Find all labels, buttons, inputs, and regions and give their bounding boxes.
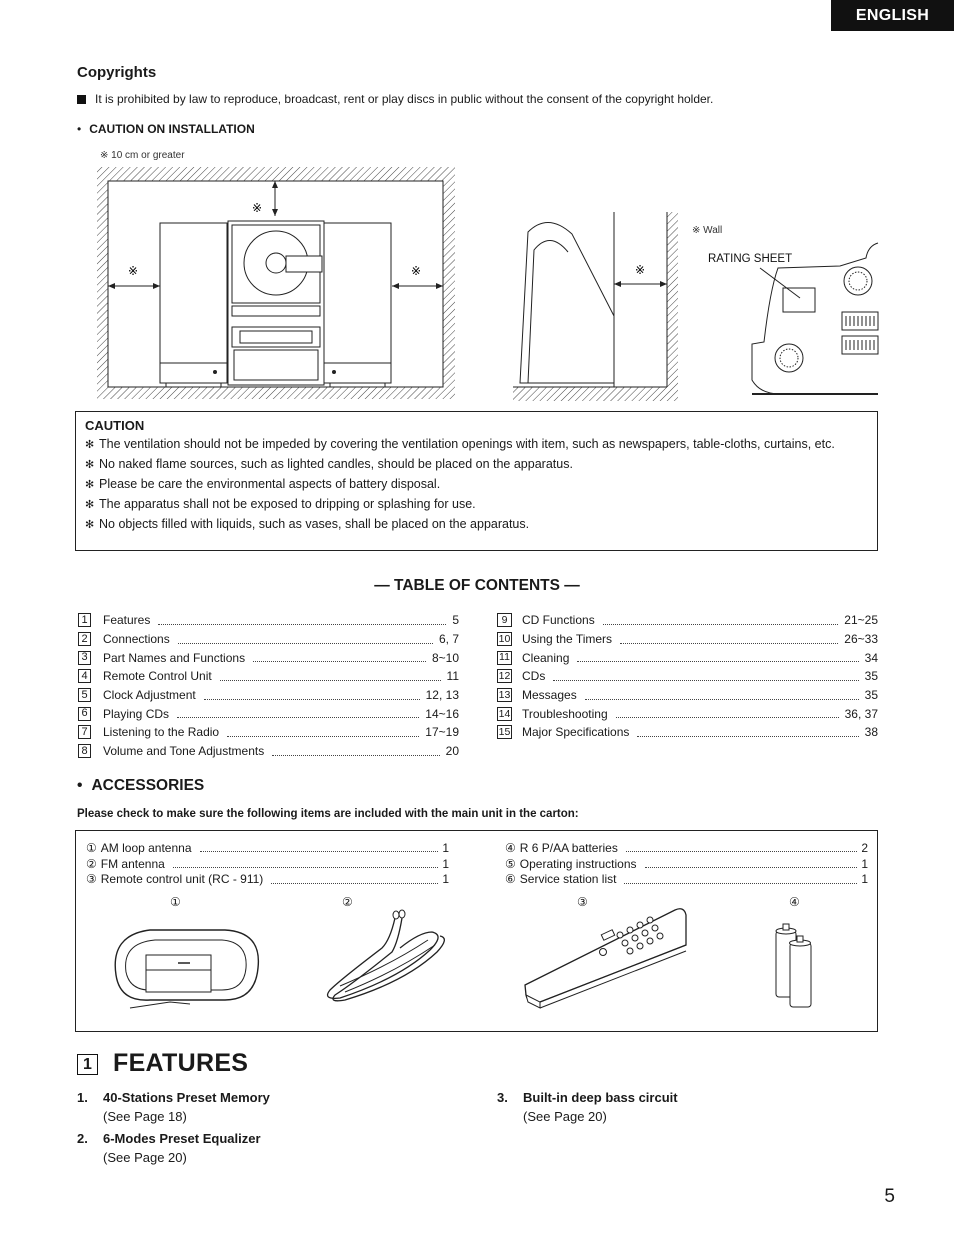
caution-item: ✻ Please be care the environmental aspects of battery disposal.: [85, 475, 868, 495]
caution-item: ✻ No naked flame sources, such as lighted candles, should be placed on the apparatus.: [85, 455, 868, 475]
accessory-item: ② FM antenna 1: [86, 856, 449, 871]
feature-item: 3. Built-in deep bass circuit (See Page 20): [497, 1090, 678, 1124]
wall-note: ※ Wall: [692, 225, 723, 236]
toc-entry[interactable]: 2 Connections 6, 7: [78, 630, 459, 649]
toc-entry[interactable]: 14 Troubleshooting 36, 37: [498, 706, 878, 721]
accessories-heading: • ACCESSORIES: [77, 777, 205, 794]
picture-mark-4: ④: [789, 895, 800, 909]
toc-entry[interactable]: 1 Features 5: [78, 611, 459, 630]
picture-mark-3: ③: [577, 895, 588, 909]
copyrights-heading: Copyrights: [77, 64, 157, 81]
rating-sheet-label: RATING SHEET: [708, 253, 793, 265]
accessory-item: ⑥ Service station list 1: [505, 872, 868, 887]
toc-entry[interactable]: 5 Clock Adjustment 12, 13: [78, 686, 459, 705]
picture-mark-1: ①: [170, 895, 181, 909]
toc-entry[interactable]: 13 Messages 35: [498, 688, 878, 703]
toc-entry[interactable]: 4 Remote Control Unit 11: [78, 667, 459, 686]
caution-item: ✻ The ventilation should not be impeded by covering the ventilation openings with item, such as newspapers, table-cloths, curtains, etc.: [85, 435, 868, 455]
toc-entry[interactable]: 15 Major Specifications 38: [498, 725, 878, 740]
distance-note: ※ 10 cm or greater: [100, 150, 185, 161]
accessory-item: ④ R 6 P/AA batteries 2: [505, 840, 868, 855]
toc-entry[interactable]: 11 Cleaning 34: [497, 648, 878, 667]
feature-item: 2. 6-Modes Preset Equalizer (See Page 20): [77, 1131, 261, 1165]
accessories-note: Please check to make sure the following items are included with the main unit in the carton:: [77, 808, 579, 820]
mark-left: ※: [128, 264, 139, 278]
toc-entry[interactable]: 10 Using the Timers 26~33: [498, 632, 878, 647]
caution-title: CAUTION: [85, 418, 145, 433]
mark-side: ※: [635, 263, 646, 277]
features-heading: FEATURES: [113, 1049, 249, 1077]
toc-entry[interactable]: 9 CD Functions 21~25: [497, 611, 878, 630]
accessory-item: ⑤ Operating instructions 1: [505, 856, 868, 871]
accessory-item: ① AM loop antenna 1: [86, 840, 449, 855]
picture-mark-2: ②: [342, 895, 353, 909]
mark-right: ※: [411, 264, 422, 278]
toc-entry[interactable]: 12 CDs 35: [498, 669, 878, 684]
feature-item: 1. 40-Stations Preset Memory (See Page 18): [77, 1090, 270, 1124]
toc-entry[interactable]: 3 Part Names and Functions 8~10: [78, 648, 459, 667]
caution-item: ✻ The apparatus shall not be exposed to dripping or splashing for use.: [85, 495, 868, 515]
toc-entry[interactable]: 8 Volume and Tone Adjustments 20: [78, 742, 459, 761]
toc-title: — TABLE OF CONTENTS —: [374, 577, 580, 594]
features-section-number: 1: [77, 1054, 98, 1075]
toc-entry[interactable]: 6 Playing CDs 14~16: [78, 704, 459, 723]
page-number: 5: [884, 1186, 895, 1207]
accessory-item: ③ Remote control unit (RC - 911) 1: [86, 872, 449, 887]
language-tab: ENGLISH: [831, 0, 954, 31]
copyrights-text: It is prohibited by law to reproduce, broadcast, rent or play discs in public without the consent of the copyright holder.: [77, 92, 713, 106]
caution-item: ✻ No objects filled with liquids, such as vases, shall be placed on the apparatus.: [85, 515, 868, 535]
mark-top: ※: [252, 201, 263, 215]
installation-heading: • CAUTION ON INSTALLATION: [77, 122, 255, 136]
toc-entry[interactable]: 7 Listening to the Radio 17~19: [78, 723, 459, 742]
